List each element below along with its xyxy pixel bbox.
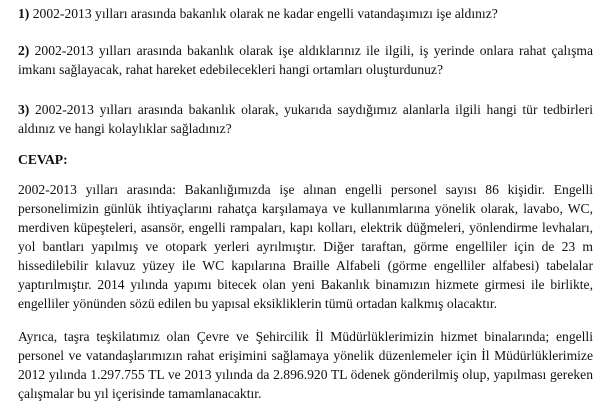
question-1 [18, 4, 593, 23]
answer-paragraph-1: 2002-2013 yılları arasında: Bakanlığımızda işe alınan engelli personel sayısı 86 kişidir. Engelli personelimizin günlük ihtiyaçlarını rahatça karşılamaya ve kullanımlarına yönelik olarak, lavabo, WC, merdiven küpeşteleri, asansör, engelli rampaları, kapı kolları, elektrik düğmeleri, yönlendirme levhaları, yol bantları yapılmış ve otopark yerleri ayrılmıştır. Diğer taraftan, görme engelliler için de 23 m hissedilebilir kılavuz yüzey ile WC kapılarına Braille Alfabeli (görme engelliler alfabesi) tabelalar yaptırılmıştır. 2014 yılında yapımı bitecek olan yeni Bakanlık binamızın hizmete girmesi ile birlikte, engelliler yönünden sözü edilen bu yapısal eksikliklerin tümü ortadan kalkmış olacaktır. [18, 182, 593, 311]
question-1-text: 2002-2013 yılları arasında bakanlık olarak ne kadar engelli vatandaşımızı işe aldınız? [32, 6, 498, 21]
question-3-number: 3) [18, 102, 30, 117]
answer-paragraph-2: Ayrıca, taşra teşkilatımız olan Çevre ve Şehircilik İl Müdürlüklerimizin hizmet binalarında; engelli personel ve vatandaşlarımızın rahat erişimini sağlamaya yönelik düzenlemeler için İl Müdürlüklerimize 2012 yılında 1.297.755 TL ve 2013 yılında da 2.896.920 TL ödenek gönderilmiş olup, yapılması gereken çalışmalar bu yıl içerisinde tamamlanacaktır. [18, 329, 593, 401]
question-1-number: 1) [18, 6, 30, 21]
question-3 [18, 100, 593, 138]
question-2-number: 2) [18, 43, 30, 58]
answer-heading: CEVAP: [18, 152, 68, 167]
question-2-text: 2002-2013 yılları arasında bakanlık olarak işe aldıklarınız ile ilgili, iş yerinde onlara rahat çalışma imkanı sağlayacak, rahat hareket edebilecekleri hangi ortamları oluşturdunuz? [18, 43, 593, 77]
question-2 [18, 41, 593, 79]
question-3-text: 2002-2013 yılları arasında bakanlık olarak, yukarıda saydığımız alanlarla ilgili hangi tür tedbirleri aldınız ve hangi kolaylıklar sağladınız? [18, 102, 593, 136]
